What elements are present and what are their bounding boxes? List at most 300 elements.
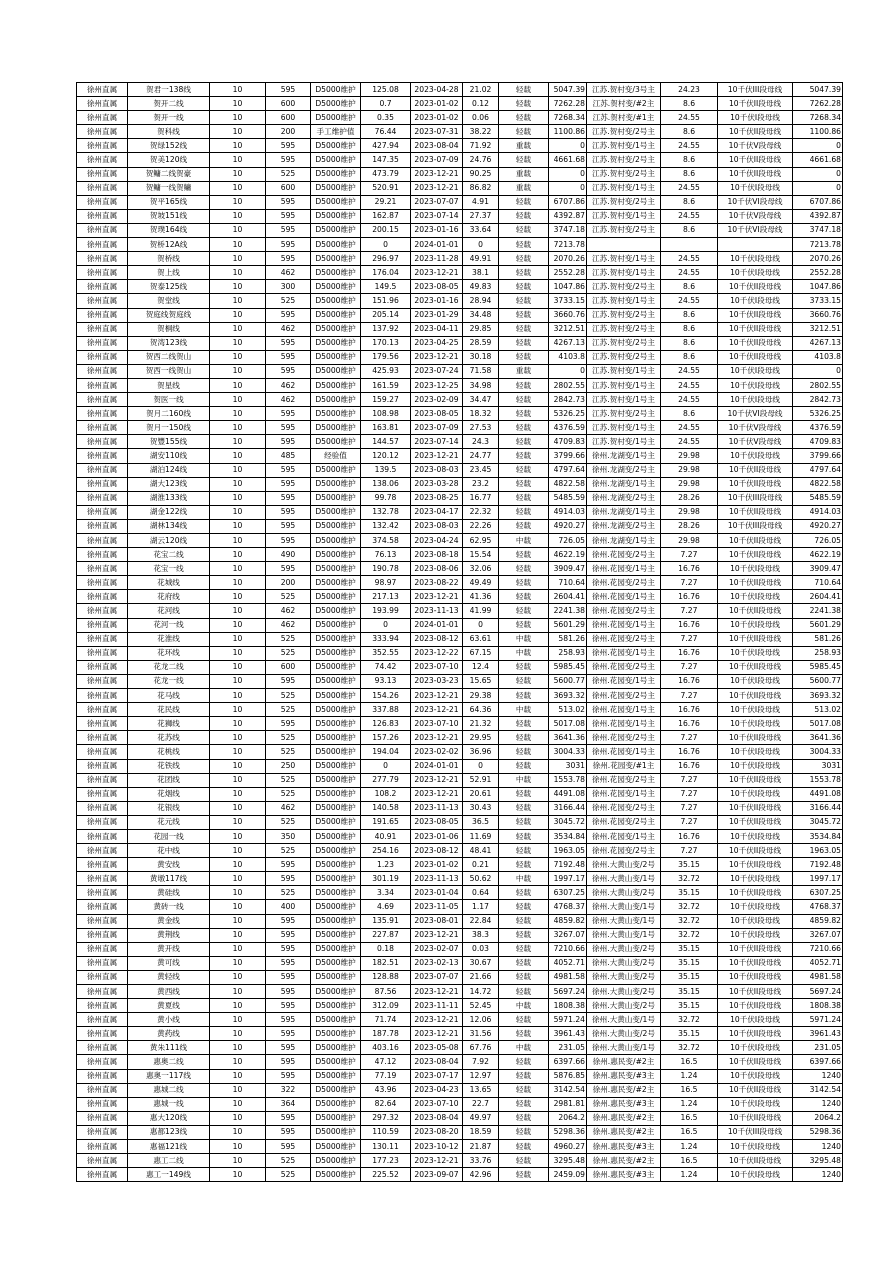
table-row — [77, 223, 843, 237]
table-cell: 徐州直属 — [77, 548, 128, 562]
table-cell: 花河一线 — [128, 618, 210, 632]
table-cell: 6307.25 — [549, 886, 587, 900]
table-row — [77, 1168, 843, 1182]
table-cell: 462 — [266, 266, 311, 280]
table-cell: 贺西一线贺山 — [128, 364, 210, 378]
table-cell: 徐州直属 — [77, 1097, 128, 1111]
table-cell: 5298.36 — [549, 1125, 587, 1139]
table-cell: 徐州.花园变/2号主 — [587, 773, 661, 787]
table-cell: 525 — [266, 167, 311, 181]
table-cell: 10 — [210, 125, 266, 139]
table-cell: 徐州.花园变/1号主 — [587, 787, 661, 801]
table-cell: 10 — [210, 238, 266, 252]
table-cell: 徐州.龙湖变/1号主 — [587, 534, 661, 548]
table-cell: 16.76 — [661, 745, 718, 759]
table-cell: 轻载 — [499, 280, 549, 294]
table-cell: 21.02 — [463, 83, 499, 97]
table-cell: 3295.48 — [549, 1154, 587, 1168]
table-cell: 中载 — [499, 646, 549, 660]
table-cell: 惠都123线 — [128, 1125, 210, 1139]
table-cell: 13.65 — [463, 1083, 499, 1097]
table-cell: 140.58 — [361, 801, 411, 815]
table-cell: 贺鳙二线贺豪 — [128, 167, 210, 181]
table-cell: 10千伏II段母线 — [718, 505, 793, 519]
table-cell: 10千伏II段母线 — [718, 280, 793, 294]
table-cell: 297.32 — [361, 1111, 411, 1125]
table-cell: 徐州.惠民变/#3主 — [587, 1140, 661, 1154]
table-cell: 595 — [266, 970, 311, 984]
table-cell: 4797.64 — [793, 463, 843, 477]
table-row — [77, 703, 843, 717]
table-cell: D5000维护 — [311, 139, 361, 153]
table-cell: 10千伏I段母线 — [718, 378, 793, 392]
table-cell: 黄荆线 — [128, 928, 210, 942]
table-cell: 黄夏线 — [128, 999, 210, 1013]
table-cell: 10 — [210, 1097, 266, 1111]
table-cell: 徐州.花园变/2号主 — [587, 731, 661, 745]
table-cell: 10千伏II段母线 — [718, 773, 793, 787]
table-cell: 3747.18 — [549, 223, 587, 237]
table-cell: 2023-03-28 — [411, 477, 463, 491]
table-cell: 10 — [210, 1041, 266, 1055]
table-cell: 2023-07-14 — [411, 435, 463, 449]
table-cell: 149.5 — [361, 280, 411, 294]
table-cell: 1240 — [793, 1168, 843, 1182]
table-cell: 徐州直属 — [77, 238, 128, 252]
table-row — [77, 1097, 843, 1111]
table-cell: 10 — [210, 576, 266, 590]
table-cell: 28.26 — [661, 491, 718, 505]
table-cell: 江苏.贺村变/2号主 — [587, 322, 661, 336]
table-cell: 江苏.贺村变/2号主 — [587, 223, 661, 237]
table-cell: 江苏.贺村变/1号主 — [587, 393, 661, 407]
table-row — [77, 294, 843, 308]
table-cell: 93.13 — [361, 674, 411, 688]
table-cell: 徐州直属 — [77, 717, 128, 731]
table-cell: 10千伏II段母线 — [718, 153, 793, 167]
table-cell: 10 — [210, 1055, 266, 1069]
table-cell: 7210.66 — [549, 942, 587, 956]
table-cell: 花民线 — [128, 703, 210, 717]
table-cell: D5000维护 — [311, 985, 361, 999]
table-cell: 花宝二线 — [128, 548, 210, 562]
table-cell: 10千伏II段母线 — [718, 689, 793, 703]
table-cell: 4822.58 — [549, 477, 587, 491]
table-cell: 32.06 — [463, 562, 499, 576]
table-cell: 2023-02-13 — [411, 956, 463, 970]
table-cell: 71.92 — [463, 139, 499, 153]
table-cell: D5000维护 — [311, 209, 361, 223]
table-cell: 2023-01-02 — [411, 97, 463, 111]
table-cell: 黄金线 — [128, 914, 210, 928]
table-cell: 595 — [266, 407, 311, 421]
table-cell: 2023-02-09 — [411, 393, 463, 407]
table-cell: 32.72 — [661, 872, 718, 886]
table-cell: 462 — [266, 618, 311, 632]
table-cell: 10 — [210, 139, 266, 153]
table-cell: 1.23 — [361, 858, 411, 872]
table-cell: 徐州直属 — [77, 1154, 128, 1168]
table-cell: 3961.43 — [549, 1027, 587, 1041]
table-cell: 34.47 — [463, 393, 499, 407]
table-cell: 2064.2 — [549, 1111, 587, 1125]
table-row — [77, 322, 843, 336]
table-cell: 176.04 — [361, 266, 411, 280]
table-cell: 425.93 — [361, 364, 411, 378]
table-cell: 10千伏II段母线 — [718, 167, 793, 181]
table-cell: 10 — [210, 590, 266, 604]
table-cell: 16.5 — [661, 1083, 718, 1097]
table-cell: 710.64 — [793, 576, 843, 590]
table-cell: 35.15 — [661, 956, 718, 970]
table-cell: 5876.85 — [549, 1069, 587, 1083]
table-cell: 2023-01-04 — [411, 886, 463, 900]
table-cell: 161.59 — [361, 378, 411, 392]
table-cell: 137.92 — [361, 322, 411, 336]
table-cell: 7.27 — [661, 604, 718, 618]
table-cell: 10千伏V段母线 — [718, 139, 793, 153]
table-cell: 2023-07-24 — [411, 364, 463, 378]
table-cell: 江苏.贺村变/2号主 — [587, 280, 661, 294]
table-cell: 2023-12-21 — [411, 1154, 463, 1168]
table-cell: 32.72 — [661, 914, 718, 928]
table-cell: 2023-07-10 — [411, 1097, 463, 1111]
table-cell: 333.94 — [361, 632, 411, 646]
table-cell: 轻载 — [499, 223, 549, 237]
table-cell: D5000维护 — [311, 717, 361, 731]
table-cell: 1997.17 — [793, 872, 843, 886]
table-cell: 2023-12-21 — [411, 787, 463, 801]
table-cell: 2023-12-25 — [411, 378, 463, 392]
table-cell: 595 — [266, 928, 311, 942]
table-cell: 151.96 — [361, 294, 411, 308]
table-cell: 10千伏I段母线 — [718, 787, 793, 801]
table-cell: 24.55 — [661, 435, 718, 449]
table-cell: 0 — [463, 618, 499, 632]
table-cell: D5000维护 — [311, 350, 361, 364]
table-cell: 徐州直属 — [77, 576, 128, 590]
table-cell: 135.91 — [361, 914, 411, 928]
table-cell: 2070.26 — [549, 252, 587, 266]
table-cell: 217.13 — [361, 590, 411, 604]
table-row — [77, 449, 843, 463]
table-cell: 41.36 — [463, 590, 499, 604]
table-cell: 轻载 — [499, 97, 549, 111]
table-cell: 3031 — [549, 759, 587, 773]
table-cell: 江苏.贺村变/1号主 — [587, 139, 661, 153]
table-cell: 595 — [266, 421, 311, 435]
table-cell: 30.43 — [463, 801, 499, 815]
table-cell: 2023-12-22 — [411, 646, 463, 660]
table-cell: 24.55 — [661, 139, 718, 153]
table-cell: 8.6 — [661, 280, 718, 294]
table-cell: 10 — [210, 1111, 266, 1125]
table-cell: 轻载 — [499, 83, 549, 97]
table-cell: 163.81 — [361, 421, 411, 435]
table-cell: 2023-12-21 — [411, 449, 463, 463]
table-cell: 10 — [210, 491, 266, 505]
table-cell: 2023-08-06 — [411, 562, 463, 576]
table-cell: 轻载 — [499, 252, 549, 266]
table-cell: 徐州直属 — [77, 280, 128, 294]
table-cell: 10千伏V段母线 — [718, 209, 793, 223]
table-cell: 徐州直属 — [77, 421, 128, 435]
table-cell: 徐州直属 — [77, 844, 128, 858]
table-cell: 惠奥二线 — [128, 1055, 210, 1069]
table-row — [77, 745, 843, 759]
table-cell: 595 — [266, 942, 311, 956]
table-cell: 4914.03 — [549, 505, 587, 519]
table-cell: 462 — [266, 801, 311, 815]
table-cell: 595 — [266, 83, 311, 97]
table-cell: 10千伏I段母线 — [718, 181, 793, 195]
table-cell: 82.64 — [361, 1097, 411, 1111]
table-cell: 江苏.贺村变/2号主 — [587, 153, 661, 167]
table-cell: 2023-10-12 — [411, 1140, 463, 1154]
table-cell: 贺庭线贺庭线 — [128, 308, 210, 322]
table-cell: 2023-12-21 — [411, 928, 463, 942]
table-row — [77, 505, 843, 519]
table-cell: 徐州直属 — [77, 604, 128, 618]
table-cell: 花团线 — [128, 773, 210, 787]
table-cell: D5000维护 — [311, 731, 361, 745]
table-cell: 轻载 — [499, 956, 549, 970]
table-cell: 23.2 — [463, 477, 499, 491]
table-row — [77, 576, 843, 590]
table-cell: 10千伏II段母线 — [718, 322, 793, 336]
table-cell: D5000维护 — [311, 407, 361, 421]
table-cell: 32.72 — [661, 1041, 718, 1055]
table-cell: 10 — [210, 393, 266, 407]
table-cell: 徐州直属 — [77, 773, 128, 787]
table-cell: 595 — [266, 364, 311, 378]
table-row — [77, 209, 843, 223]
table-cell: 轻载 — [499, 970, 549, 984]
table-row — [77, 252, 843, 266]
table-cell: 1100.86 — [793, 125, 843, 139]
table-cell: 10千伏VI段母线 — [718, 223, 793, 237]
table-cell: 2023-08-04 — [411, 1111, 463, 1125]
table-cell: 520.91 — [361, 181, 411, 195]
table-cell: 3641.36 — [793, 731, 843, 745]
table-cell: 徐州直属 — [77, 956, 128, 970]
table-cell: 10千伏VI段母线 — [718, 195, 793, 209]
table-cell: D5000维护 — [311, 280, 361, 294]
table-cell: 600 — [266, 111, 311, 125]
table-cell: D5000维护 — [311, 632, 361, 646]
table-cell: 7.27 — [661, 773, 718, 787]
table-cell: 10 — [210, 195, 266, 209]
table-cell: 3004.33 — [793, 745, 843, 759]
table-cell: 2604.41 — [549, 590, 587, 604]
table-cell: 轻载 — [499, 942, 549, 956]
table-cell: 徐州直属 — [77, 378, 128, 392]
table-cell: 595 — [266, 350, 311, 364]
table-cell: D5000维护 — [311, 534, 361, 548]
table-row — [77, 336, 843, 350]
table-cell: 6397.66 — [793, 1055, 843, 1069]
table-cell: 徐州直属 — [77, 646, 128, 660]
table-cell: 18.32 — [463, 407, 499, 421]
table-cell: 徐州直属 — [77, 632, 128, 646]
table-cell: 10 — [210, 844, 266, 858]
table-row — [77, 125, 843, 139]
table-cell: 132.42 — [361, 519, 411, 533]
table-cell: 4392.87 — [793, 209, 843, 223]
table-cell: 黄药线 — [128, 1027, 210, 1041]
table-cell: 7213.78 — [793, 238, 843, 252]
table-cell: 595 — [266, 1013, 311, 1027]
table-cell: 4768.37 — [793, 900, 843, 914]
table-cell: 71.58 — [463, 364, 499, 378]
table-cell: 江苏.贺村变/2号主 — [587, 167, 661, 181]
table-cell: 0 — [793, 139, 843, 153]
table-cell: 595 — [266, 139, 311, 153]
table-cell: 2023-08-18 — [411, 548, 463, 562]
table-cell: 中载 — [499, 872, 549, 886]
table-cell: 10 — [210, 872, 266, 886]
table-cell: 16.5 — [661, 1055, 718, 1069]
table-cell: 2981.81 — [549, 1097, 587, 1111]
table-cell: 徐州.大黄山变/2号 — [587, 942, 661, 956]
table-cell: 525 — [266, 646, 311, 660]
table-cell: 10千伏III段母线 — [718, 519, 793, 533]
table-cell: 徐州直属 — [77, 111, 128, 125]
table-cell: 322 — [266, 1083, 311, 1097]
table-cell: 3045.72 — [793, 815, 843, 829]
table-cell: 江苏.贺村变/3号主 — [587, 83, 661, 97]
table-cell: 中载 — [499, 1041, 549, 1055]
table-cell: D5000维护 — [311, 393, 361, 407]
table-cell: 126.83 — [361, 717, 411, 731]
table-cell: 2024-01-01 — [411, 759, 463, 773]
table-cell: 江苏.贺村变/2号主 — [587, 125, 661, 139]
table-cell: 595 — [266, 858, 311, 872]
table-cell: 花苏线 — [128, 731, 210, 745]
table-cell: 惠城二线 — [128, 1083, 210, 1097]
table-cell: 2023-02-02 — [411, 745, 463, 759]
table-cell: D5000维护 — [311, 519, 361, 533]
table-cell: 7.27 — [661, 731, 718, 745]
table-cell: 江苏.贺村变/2号主 — [587, 308, 661, 322]
table-cell: 10千伏II段母线 — [718, 1111, 793, 1125]
table-cell: 轻载 — [499, 1055, 549, 1069]
table-cell: 10 — [210, 223, 266, 237]
table-cell: 轻载 — [499, 294, 549, 308]
table-cell: 2023-11-11 — [411, 999, 463, 1013]
table-cell: 2023-07-14 — [411, 209, 463, 223]
table-cell: 10千伏II段母线 — [718, 815, 793, 829]
table-cell: 2023-08-05 — [411, 280, 463, 294]
table-cell: 32.72 — [661, 900, 718, 914]
table-cell: 徐州直属 — [77, 1168, 128, 1182]
table-cell: D5000维护 — [311, 1125, 361, 1139]
table-cell: 485 — [266, 449, 311, 463]
table-cell: 462 — [266, 322, 311, 336]
table-cell: 徐州直属 — [77, 167, 128, 181]
table-cell: 10千伏II段母线 — [718, 1083, 793, 1097]
table-cell: D5000维护 — [311, 548, 361, 562]
table-cell: 轻载 — [499, 378, 549, 392]
table-cell: 轻载 — [499, 1027, 549, 1041]
table-cell: 49.83 — [463, 280, 499, 294]
table-cell: 10千伏I段母线 — [718, 449, 793, 463]
table-row — [77, 1125, 843, 1139]
table-row — [77, 238, 843, 252]
table-row — [77, 928, 843, 942]
table-cell: 1100.86 — [549, 125, 587, 139]
table-cell: D5000维护 — [311, 1154, 361, 1168]
table-cell: 595 — [266, 985, 311, 999]
table-cell: 黄小线 — [128, 1013, 210, 1027]
table-cell: 4052.71 — [549, 956, 587, 970]
table-cell: 4859.82 — [793, 914, 843, 928]
table-cell: 轻载 — [499, 674, 549, 688]
table-cell: 6707.86 — [549, 195, 587, 209]
table-cell: 10 — [210, 252, 266, 266]
table-cell: 29.98 — [661, 449, 718, 463]
table-cell: 10千伏II段母线 — [718, 1027, 793, 1041]
table-cell — [718, 238, 793, 252]
table-cell: 2023-12-21 — [411, 167, 463, 181]
table-cell: 16.5 — [661, 1154, 718, 1168]
table-cell: 525 — [266, 815, 311, 829]
table-cell: D5000维护 — [311, 618, 361, 632]
table-cell: 67.15 — [463, 646, 499, 660]
table-cell: 惠福121线 — [128, 1140, 210, 1154]
table-cell: 11.69 — [463, 829, 499, 843]
table-cell: 7.27 — [661, 548, 718, 562]
table-cell: 3909.47 — [793, 562, 843, 576]
table-cell: 3693.32 — [793, 689, 843, 703]
table-cell: 江苏.贺村变/1号主 — [587, 364, 661, 378]
table-cell: 157.26 — [361, 731, 411, 745]
table-cell: 徐州.大黄山变/2号 — [587, 956, 661, 970]
table-cell: 10 — [210, 1125, 266, 1139]
table-cell: 7.27 — [661, 660, 718, 674]
table-cell: D5000维护 — [311, 886, 361, 900]
table-cell: 徐州直属 — [77, 1140, 128, 1154]
table-cell: 2023-07-10 — [411, 660, 463, 674]
table-cell: 贺君一138线 — [128, 83, 210, 97]
table-row — [77, 717, 843, 731]
table-cell: 28.59 — [463, 336, 499, 350]
table-cell: 轻载 — [499, 1125, 549, 1139]
table-cell: 15.54 — [463, 548, 499, 562]
table-cell: 254.16 — [361, 844, 411, 858]
table-cell: 525 — [266, 787, 311, 801]
table-cell: 4822.58 — [793, 477, 843, 491]
table-cell: 黄可线 — [128, 956, 210, 970]
table-cell: 108.98 — [361, 407, 411, 421]
table-cell: 4491.08 — [549, 787, 587, 801]
table-cell: 10 — [210, 956, 266, 970]
table-cell: 10 — [210, 1140, 266, 1154]
table-cell: 5697.24 — [549, 985, 587, 999]
table-cell: 江苏.贺村变/#2主 — [587, 97, 661, 111]
table-cell: 0 — [793, 181, 843, 195]
table-cell: 江苏.贺村变/#1主 — [587, 111, 661, 125]
table-cell: 24.55 — [661, 294, 718, 308]
table-cell: 5985.45 — [793, 660, 843, 674]
table-cell: 4376.59 — [549, 421, 587, 435]
table-row — [77, 787, 843, 801]
table-cell: 2023-11-28 — [411, 252, 463, 266]
table-cell: 301.19 — [361, 872, 411, 886]
table-cell: 258.93 — [549, 646, 587, 660]
table-cell: 江苏.贺村变/1号主 — [587, 252, 661, 266]
table-cell: 惠工二线 — [128, 1154, 210, 1168]
